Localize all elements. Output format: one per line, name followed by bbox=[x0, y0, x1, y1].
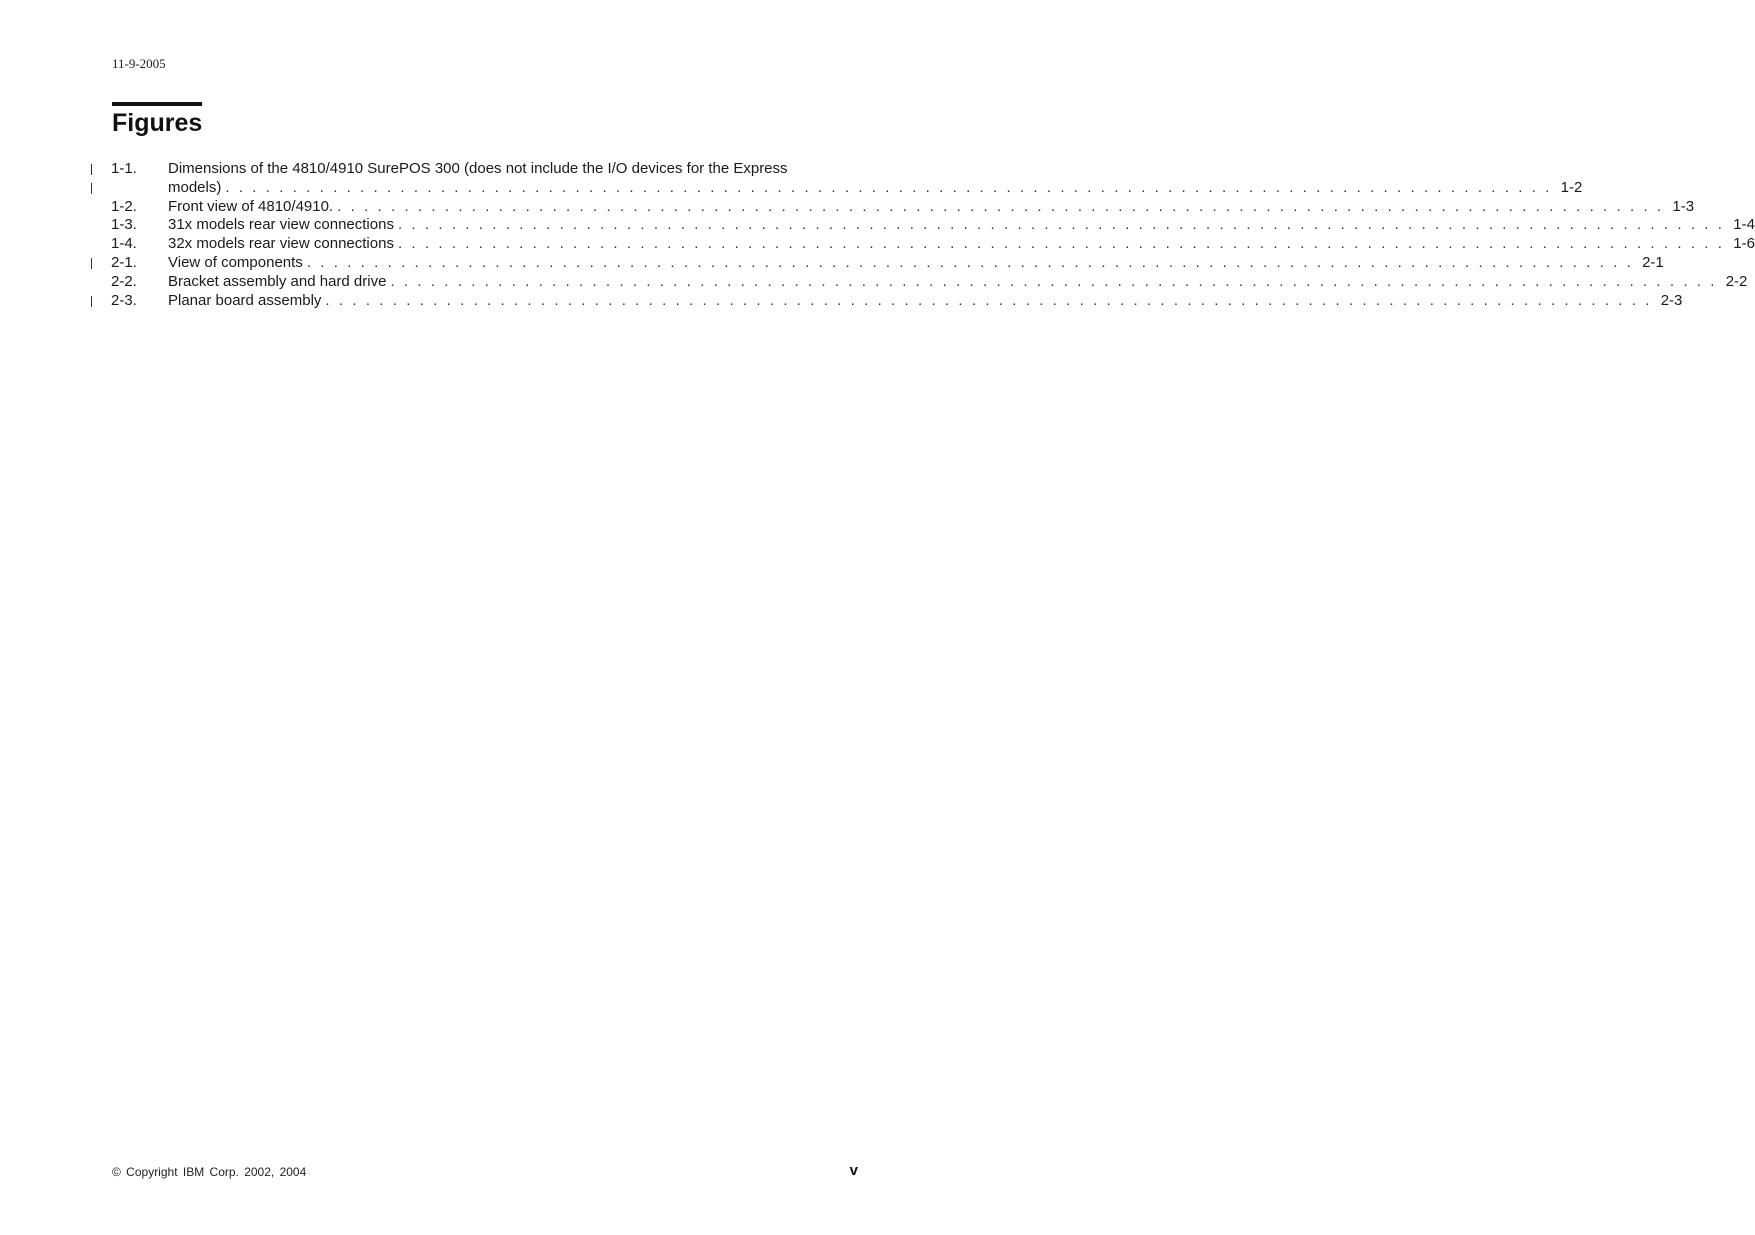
dot-leader: ................................................................................................... bbox=[325, 291, 1659, 309]
figure-number: 2-1. bbox=[111, 253, 137, 271]
figure-title: Front view of 4810/4910. bbox=[168, 197, 334, 215]
list-item[interactable] bbox=[0, 253, 1664, 273]
dot-leader: ................................................................................................... bbox=[390, 272, 1724, 290]
list-item[interactable] bbox=[0, 272, 1748, 292]
change-bar bbox=[91, 296, 92, 307]
dot-leader: ................................................................................................... bbox=[397, 216, 1732, 234]
dot-leader: ................................................................................................... bbox=[337, 197, 1671, 215]
figure-title: 32x models rear view connections bbox=[168, 235, 394, 253]
list-item[interactable] bbox=[0, 197, 1695, 217]
figure-title: Planar board assembly bbox=[168, 291, 322, 309]
change-bar bbox=[91, 183, 92, 194]
figure-title: View of components bbox=[168, 253, 303, 271]
figure-title: Dimensions of the 4810/4910 SurePOS 300 (does not include the I/O devices for the Express bbox=[168, 160, 788, 177]
figure-number: 2-2. bbox=[111, 272, 137, 290]
figure-number: 2-3. bbox=[111, 291, 137, 309]
figure-page: 1-4 bbox=[1733, 216, 1755, 234]
figure-page: 2-2 bbox=[1725, 272, 1748, 290]
figure-page: 1-2 bbox=[1560, 178, 1583, 196]
figure-number: 1-2. bbox=[111, 197, 137, 215]
list-item[interactable] bbox=[0, 291, 1683, 311]
figure-number: 1-4. bbox=[111, 235, 137, 253]
dot-leader: ................................................................................................... bbox=[397, 235, 1732, 253]
page-title: Figures bbox=[112, 109, 203, 137]
list-item[interactable] bbox=[0, 235, 1755, 254]
dot-leader: ................................................................................................... bbox=[225, 178, 1559, 196]
dot-leader: ................................................................................................... bbox=[306, 253, 1641, 271]
list-item[interactable] bbox=[0, 216, 1755, 235]
figure-number: 1-3. bbox=[111, 216, 137, 234]
page-number: v bbox=[849, 1162, 858, 1179]
figure-page: 1-3 bbox=[1672, 197, 1695, 215]
figure-page: 2-1 bbox=[1642, 253, 1664, 271]
figure-page: 1-6 bbox=[1733, 235, 1755, 253]
list-item[interactable] bbox=[0, 160, 954, 179]
figure-title: Bracket assembly and hard drive bbox=[168, 272, 387, 290]
list-item[interactable] bbox=[0, 178, 1583, 198]
change-bar bbox=[91, 258, 92, 269]
figures-list bbox=[0, 160, 1755, 310]
figure-title: models) bbox=[168, 178, 222, 196]
revision-date: 11-9-2005 bbox=[112, 56, 166, 71]
figure-number: 1-1. bbox=[111, 160, 137, 177]
figure-title: 31x models rear view connections bbox=[168, 216, 394, 234]
heading-rule bbox=[112, 102, 202, 106]
change-bar bbox=[91, 164, 92, 175]
copyright-notice: © Copyright IBM Corp. 2002, 2004 bbox=[112, 1165, 307, 1179]
figure-page: 2-3 bbox=[1660, 291, 1683, 309]
